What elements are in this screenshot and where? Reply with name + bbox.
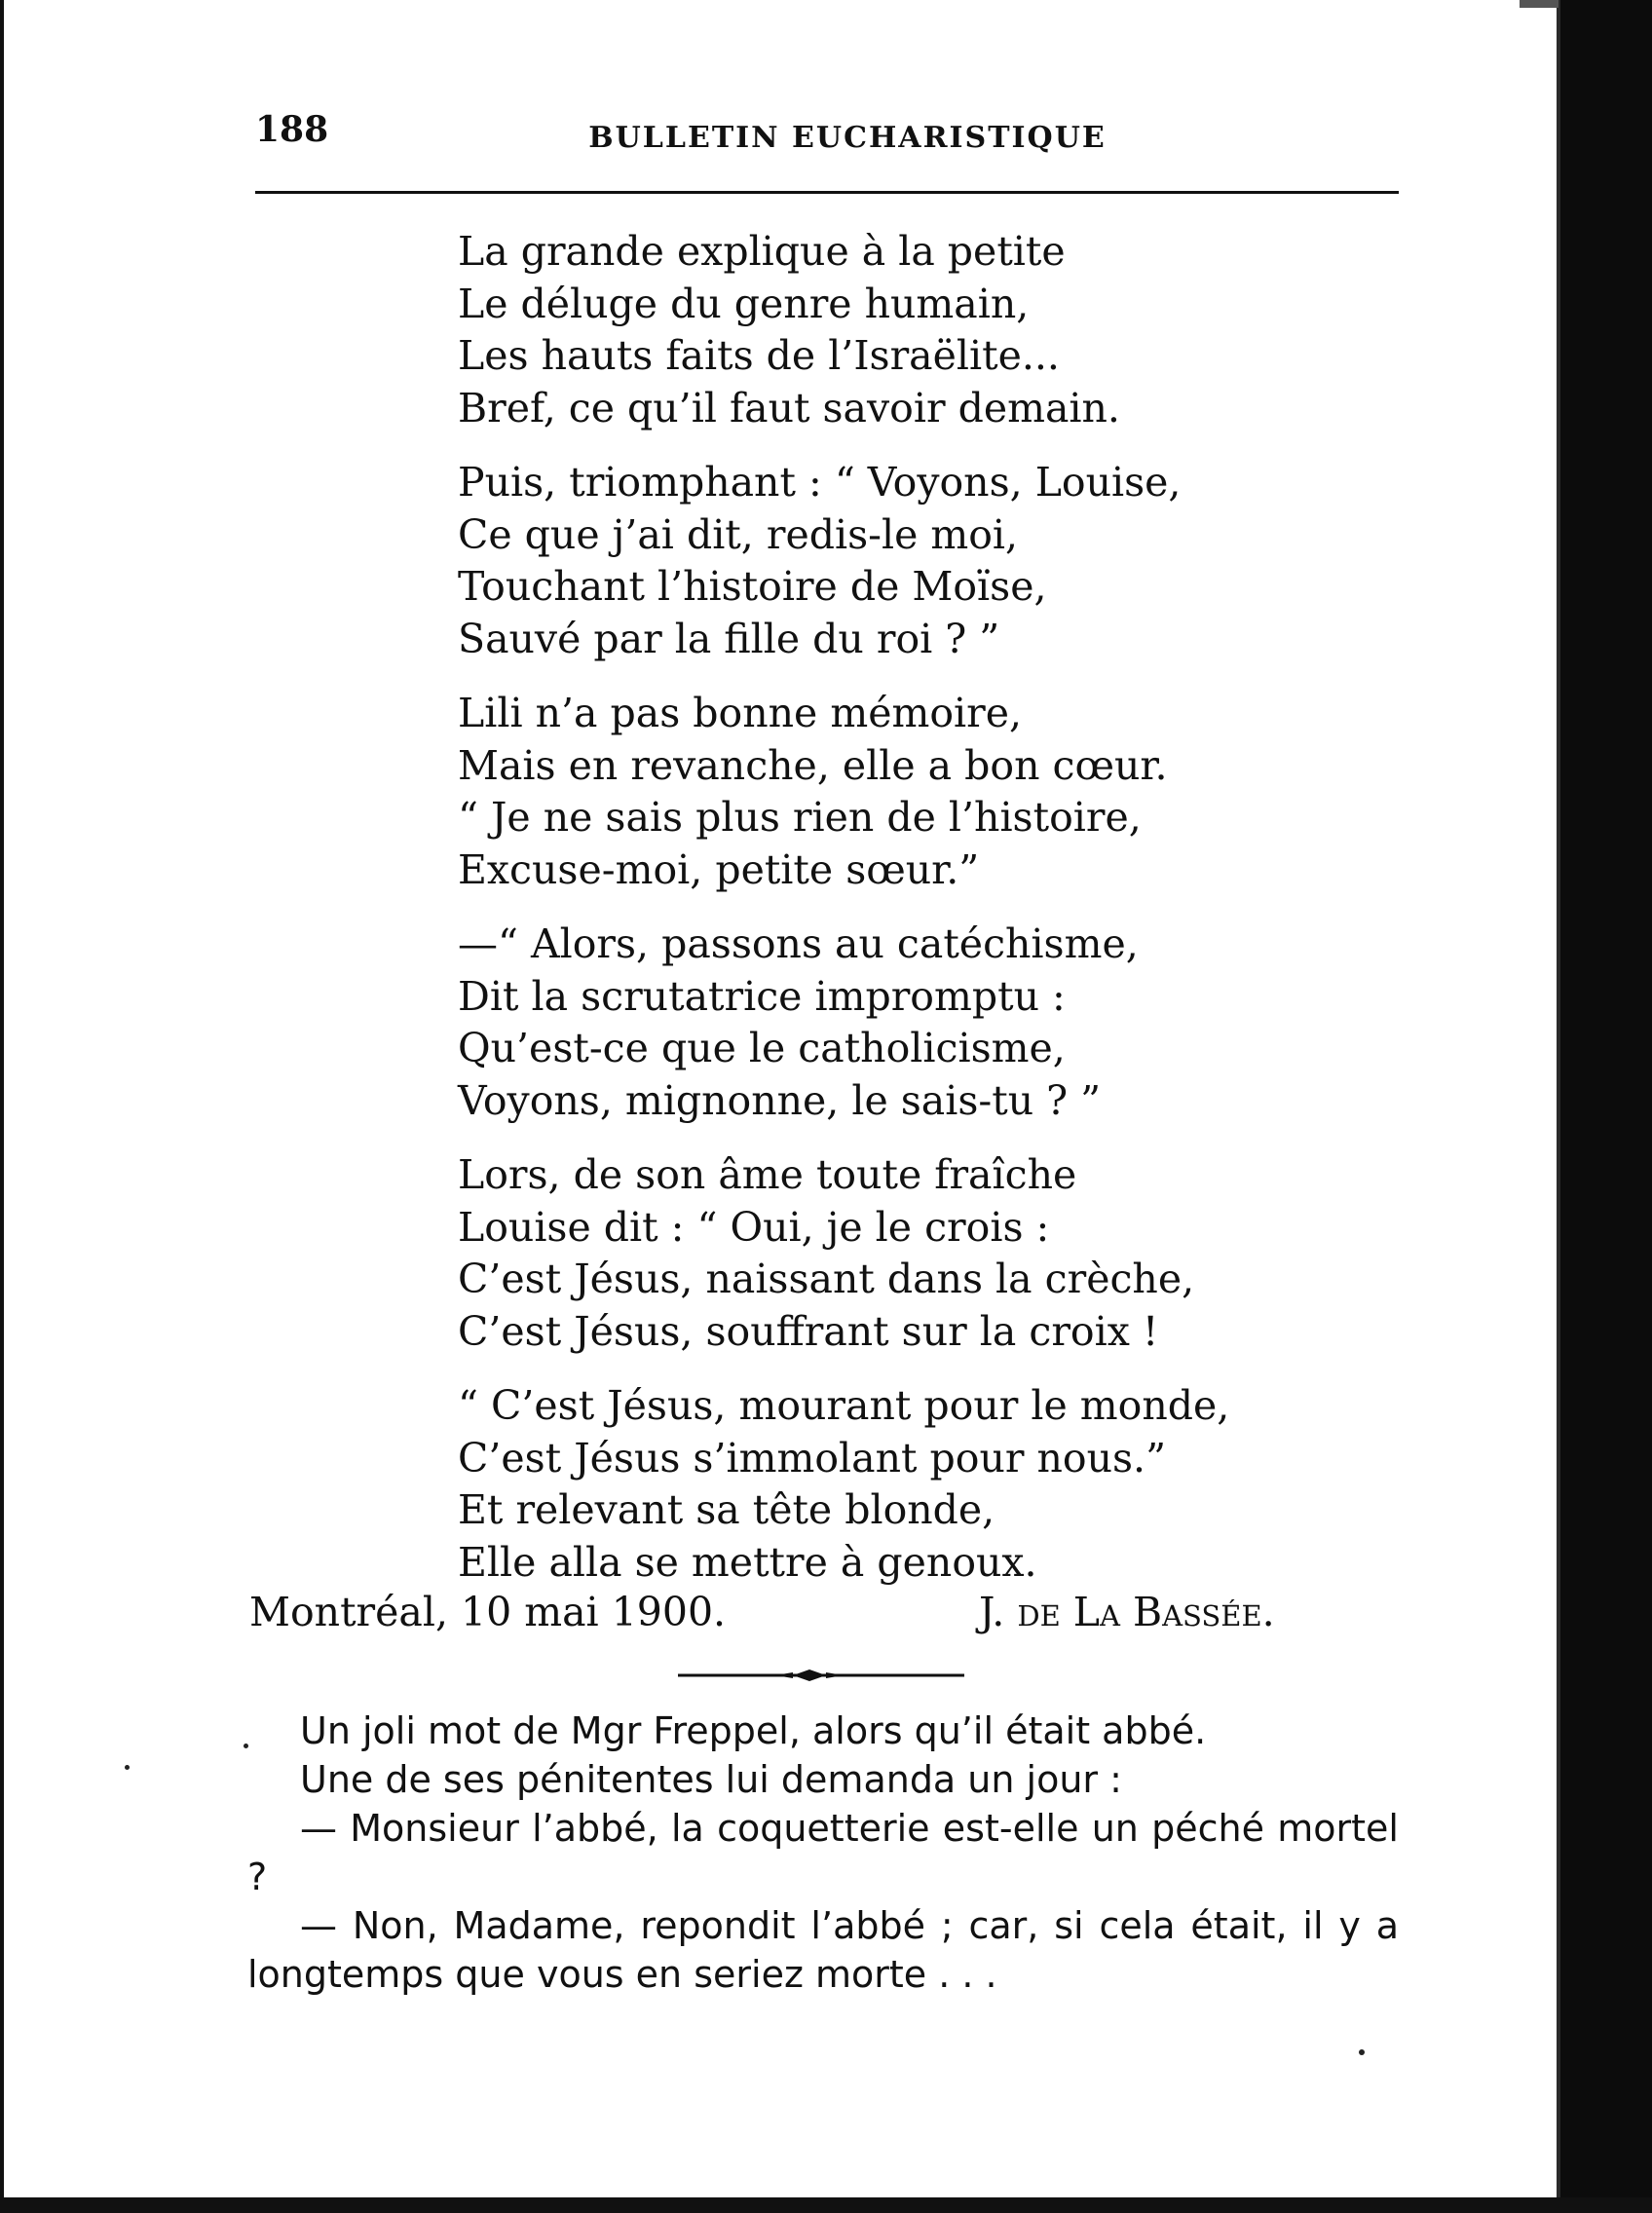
poem-line: Touchant l’histoire de Moïse, [458,563,1047,610]
signature-place-date: Montréal, 10 mai 1900. [249,1589,727,1635]
anecdote [247,1707,1399,1999]
poem-line: La grande explique à la petite [458,228,1066,275]
poem-line: “ C’est Jésus, mourant pour le monde, [458,1382,1230,1429]
poem-line: Puis, triomphant : “ Voyons, Louise, [458,459,1182,506]
scan-border-left [0,0,4,2213]
poem-line: C’est Jésus, souffrant sur la croix ! [458,1307,1159,1355]
poem-line: Le déluge du genre humain, [458,280,1030,327]
poem-line: Louise dit : “ Oui, je le crois : [458,1203,1050,1251]
signature-author: J. de La Bassée. [979,1589,1275,1635]
anecdote-paragraph: — Monsieur l’abbé, la coquetterie est-elle un péché mortel ? [247,1807,1399,1898]
scan-border-right [1560,0,1652,2213]
poem-line: Lili n’a pas bonne mémoire, [458,690,1023,736]
anecdote-paragraph: — Non, Madame, repondit l’abbé ; car, si cela était, il y a longtemps que vous en seriez morte . . . [247,1904,1399,1996]
anecdote-paragraph: Une de ses pénitentes lui demanda un jour : [300,1758,1122,1801]
stanza [458,919,1229,1127]
scan-speck [1359,2049,1365,2055]
ornament-divider [678,1666,964,1685]
stanza [458,226,1229,434]
poem-line: C’est Jésus, naissant dans la crèche, [458,1256,1195,1302]
poem-line: Les hauts faits de l’Israëlite... [458,332,1060,379]
poem-line: Mais en revanche, elle a bon cœur. [458,741,1168,789]
poem-line: Qu’est-ce que le catholicisme, [458,1025,1066,1071]
poem-line: “ Je ne sais plus rien de l’histoire, [458,794,1142,841]
stanza [458,457,1229,665]
poem-line: Et relevant sa tête blonde, [458,1486,995,1533]
poem-line: Voyons, mignonne, le sais-tu ? ” [458,1076,1102,1124]
poem-line: Dit la scrutatrice impromptu : [458,972,1066,1020]
scan-border-top-right [1520,0,1558,8]
poem-line: Elle alla se mettre à genoux. [458,1538,1037,1586]
poem [458,226,1229,1611]
stanza [458,688,1229,896]
scan-border-bottom [0,2197,1652,2213]
stanza [458,1149,1229,1358]
poem-line: Ce que j’ai dit, redis-le moi, [458,510,1019,558]
page-number: 188 [255,109,329,150]
poem-line: C’est Jésus s’immolant pour nous.” [458,1434,1167,1482]
scan-speck [244,1744,248,1748]
poem-line: Lors, de son âme toute fraîche [458,1151,1077,1198]
poem-line: Excuse-moi, petite sœur.” [458,845,980,893]
poem-line: Sauvé par la fille du roi ? ” [458,615,1000,662]
stanza [458,1380,1229,1589]
running-head: BULLETIN EUCHARISTIQUE [588,121,1107,155]
scan-speck [125,1765,130,1770]
poem-line: —“ Alors, passons au catéchisme, [458,920,1139,967]
poem-line: Bref, ce qu’il faut savoir demain. [458,384,1120,431]
header-rule [255,191,1399,194]
anecdote-paragraph: Un joli mot de Mgr Freppel, alors qu’il était abbé. [300,1709,1207,1752]
